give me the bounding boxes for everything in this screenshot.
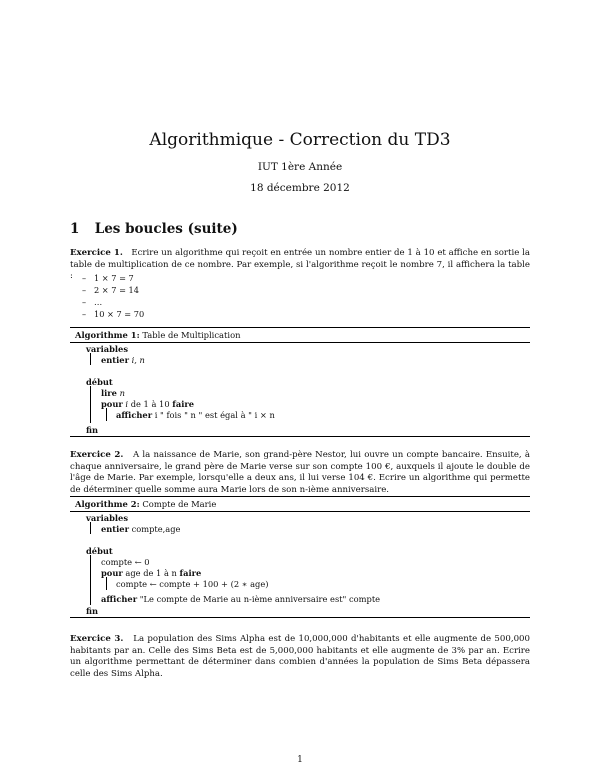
- section-number: 1: [70, 221, 80, 237]
- exercise-3: [70, 634, 530, 680]
- algo1-variables-block-bar: [90, 353, 91, 365]
- section-heading: [70, 221, 238, 237]
- algo2-begin-keyword: début: [86, 546, 113, 556]
- algo2-body-block-bar: [90, 555, 91, 605]
- algo1-read-keyword: lire: [101, 388, 117, 398]
- algo2-for-var: age: [125, 568, 141, 578]
- algorithm-1-header: [70, 327, 530, 343]
- algo1-declaration: [101, 355, 145, 365]
- algo1-body-block-bar: [90, 386, 91, 423]
- algo1-begin-keyword: début: [86, 377, 113, 387]
- algo1-do-keyword: faire: [172, 399, 194, 409]
- algo1-read-line: [101, 388, 125, 398]
- algo2-loop-block-bar: [106, 577, 107, 590]
- algo1-decl-vars: i, n: [131, 355, 145, 365]
- algo2-init-line: compte ← 0: [101, 557, 150, 567]
- algo1-for-var: i: [125, 399, 129, 409]
- exercise-3-label: Exercice 3.: [70, 634, 124, 644]
- list-item: – 10 × 7 = 70: [88, 308, 144, 320]
- algo2-for-range: de 1 à n: [143, 568, 177, 578]
- algo1-for-keyword: pour: [101, 399, 123, 409]
- exercise-1-label: Exercice 1.: [70, 248, 123, 258]
- algo2-for-keyword: pour: [101, 568, 123, 578]
- algo2-print-keyword: afficher: [101, 594, 138, 604]
- algo1-end-keyword: fin: [86, 425, 99, 435]
- section-title: Les boucles (suite): [94, 221, 238, 237]
- exercise-2-text: A la naissance de Marie, son grand-père Nestor, lui ouvre un compte bancaire. Ensuite, à chaque anniversaire, le grand père de Marie verse sur son compte 100 €, auxquels il ajoute le double de l'âge de Marie. Par exemple, lorsqu'elle a deux ans, il lui verse 104 €. Ecrire un algorithme qui permette de déterminer quelle somme aura Marie lors de son n-ième anniversaire.: [70, 450, 530, 495]
- date: 18 décembre 2012: [250, 182, 350, 194]
- exercise-3-text: La population des Sims Alpha est de 10,000,000 d'habitants et elle augmente de 500,000 habitants par an. Celle des Sims Beta est de 5,000,000 habitants et elle augmente de 3% par an. Ecrire un algorithme permettant de déterminer dans combien d'années la population de Sims Beta dépassera celle des Sims Alpha.: [70, 634, 530, 679]
- algorithm-1-caption: Table de Multiplication: [142, 330, 241, 340]
- algorithm-1-label: Algorithme 1:: [75, 330, 140, 340]
- affiliation: IUT 1ère Année: [257, 161, 343, 173]
- algorithm-2-label: Algorithme 2:: [75, 499, 140, 509]
- algo2-declaration: [101, 524, 180, 534]
- page-number: 1: [297, 755, 303, 765]
- algo1-loop-block-bar: [106, 408, 107, 421]
- algorithm-2-caption: Compte de Marie: [142, 499, 217, 509]
- algo2-for-line: [101, 568, 201, 578]
- list-item: – …: [88, 296, 144, 308]
- algorithm-1-bottom-rule: [70, 436, 530, 437]
- exercise-2-label: Exercice 2.: [70, 450, 124, 460]
- algo1-for-line: [101, 399, 194, 409]
- algo2-decl-vars: compte,age: [131, 524, 181, 534]
- algo2-print-expr: "Le compte de Marie au n-ième anniversaire est" compte: [139, 594, 381, 604]
- algorithm-2-box: [70, 496, 530, 618]
- algo1-read-var: n: [119, 388, 125, 398]
- algo2-print-line: [101, 594, 380, 604]
- algo1-print-expr: i " fois " n " est égal à " i × n: [154, 410, 275, 420]
- list-item: – 1 × 7 = 7: [88, 272, 144, 284]
- multiplication-example-list: [88, 272, 144, 320]
- exercise-1-text: Ecrire un algorithme qui reçoit en entrée un nombre entier de 1 à 10 et affiche en sortie la table de multiplication de ce nombre. Par exemple, si l'algorithme reçoit le nombre 7, il affichera la table :: [70, 248, 530, 282]
- algo1-for-range: de 1 à 10: [130, 399, 170, 409]
- algo2-variables-keyword: variables: [86, 513, 128, 523]
- list-item: – 2 × 7 = 14: [88, 284, 144, 296]
- paper-title: Algorithmique - Correction du TD3: [149, 130, 451, 150]
- algo2-decl-keyword: entier: [101, 524, 129, 534]
- algorithm-2-bottom-rule: [70, 617, 530, 618]
- algo1-print-line: [116, 410, 275, 420]
- algo1-variables-keyword: variables: [86, 344, 128, 354]
- algorithm-1-box: [70, 327, 530, 437]
- algo1-decl-keyword: entier: [101, 355, 129, 365]
- algo2-loop-body: compte ← compte + 100 + (2 ∗ age): [116, 579, 269, 589]
- exercise-2: [70, 450, 530, 496]
- algorithm-2-header: [70, 496, 530, 512]
- algo2-do-keyword: faire: [179, 568, 202, 578]
- algo2-variables-block-bar: [90, 522, 91, 534]
- algo1-print-keyword: afficher: [116, 410, 153, 420]
- algo2-end-keyword: fin: [86, 606, 99, 616]
